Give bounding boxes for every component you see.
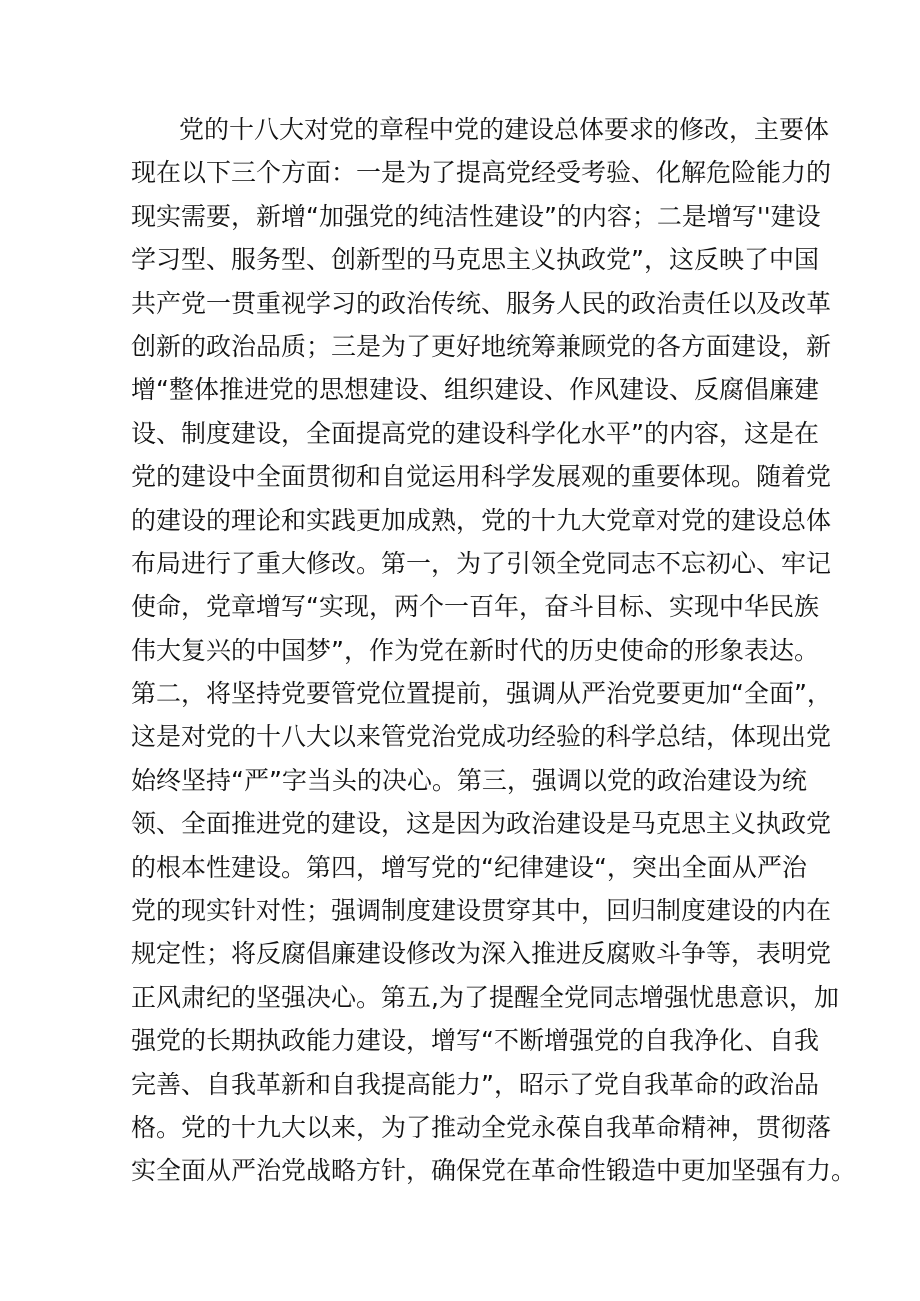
text-line: 布局进行了重大修改。第一，为了引领全党同志不忘初心、牢记 [131,548,832,578]
text-line: 创新的政治品质；三是为了更好地统筹兼顾党的各方面建设，新 [131,331,832,361]
text-line: 使命，党章增写“实现，两个一百年，奋斗目标、实现中华民族 [131,592,819,622]
text-line: 共产党一贯重视学习的政治传统、服务人民的政治责任以及改革 [131,288,832,318]
text-line: 党的十八大对党的章程中党的建设总体要求的修改，主要体 [179,115,830,144]
text-line: 的建设的理论和实践更加成熟，党的十九大党章对党的建设总体 [131,505,832,535]
text-line: 现实需要，新增“加强党的纯洁性建设”的内容；二是增写''建设 [131,201,821,231]
text-line: 的根本性建设。第四，增写党的“纪律建设“，突出全面从严治 [131,852,807,882]
text-line: 增“整体推进党的思想建设、组织建设、作风建设、反腐倡廉建 [131,375,819,405]
text-line: 格。党的十九大以来，为了推动全党永葆自我革命精神，贯彻落 [131,1112,832,1142]
text-line: 完善、自我革新和自我提高能力”，昭示了党自我革命的政治品 [131,1069,819,1099]
text-line: 强党的长期执政能力建设，增写“不断增强党的自我净化、自我 [131,1026,819,1056]
text-line: 这是对党的十八大以来管党治党成功经验的科学总结，体现出党 [131,722,832,752]
text-line: 实全面从严治党战略方针，确保党在革命性锻造中更加坚强有力。 [131,1156,857,1186]
text-line: 现在以下三个方面：一是为了提高党经受考验、化解危险能力的 [131,158,832,188]
text-line: 领、全面推进党的建设，这是因为政治建设是马克思主义执政党 [131,809,832,839]
text-line: 第二，将坚持党要管党位置提前，强调从严治党要更加“全面”， [131,679,832,709]
text-line: 规定性；将反腐倡廉建设修改为深入推进反腐败斗争等，表明党 [131,939,832,969]
text-line: 党的现实针对性；强调制度建设贯穿其中，回归制度建设的内在 [131,896,832,926]
text-line: 始终坚持“严”字当头的决心。第三，强调以党的政治建设为统 [131,765,807,795]
body-paragraph [131,108,857,1193]
text-line: 学习型、服务型、创新型的马克思主义执政党”，这反映了中国 [131,245,819,275]
text-line: 设、制度建设，全面提高党的建设科学化水平”的内容，这是在 [131,418,819,448]
text-line: 伟大复兴的中国梦”，作为党在新时代的历史使命的形象表达。 [131,635,819,665]
text-line: 正风肃纪的坚强决心。第五,为了提醒全党同志增强忧患意识，加 [131,982,839,1012]
text-line: 党的建设中全面贯彻和自觉运用科学发展观的重要体现。随着党 [131,462,832,492]
